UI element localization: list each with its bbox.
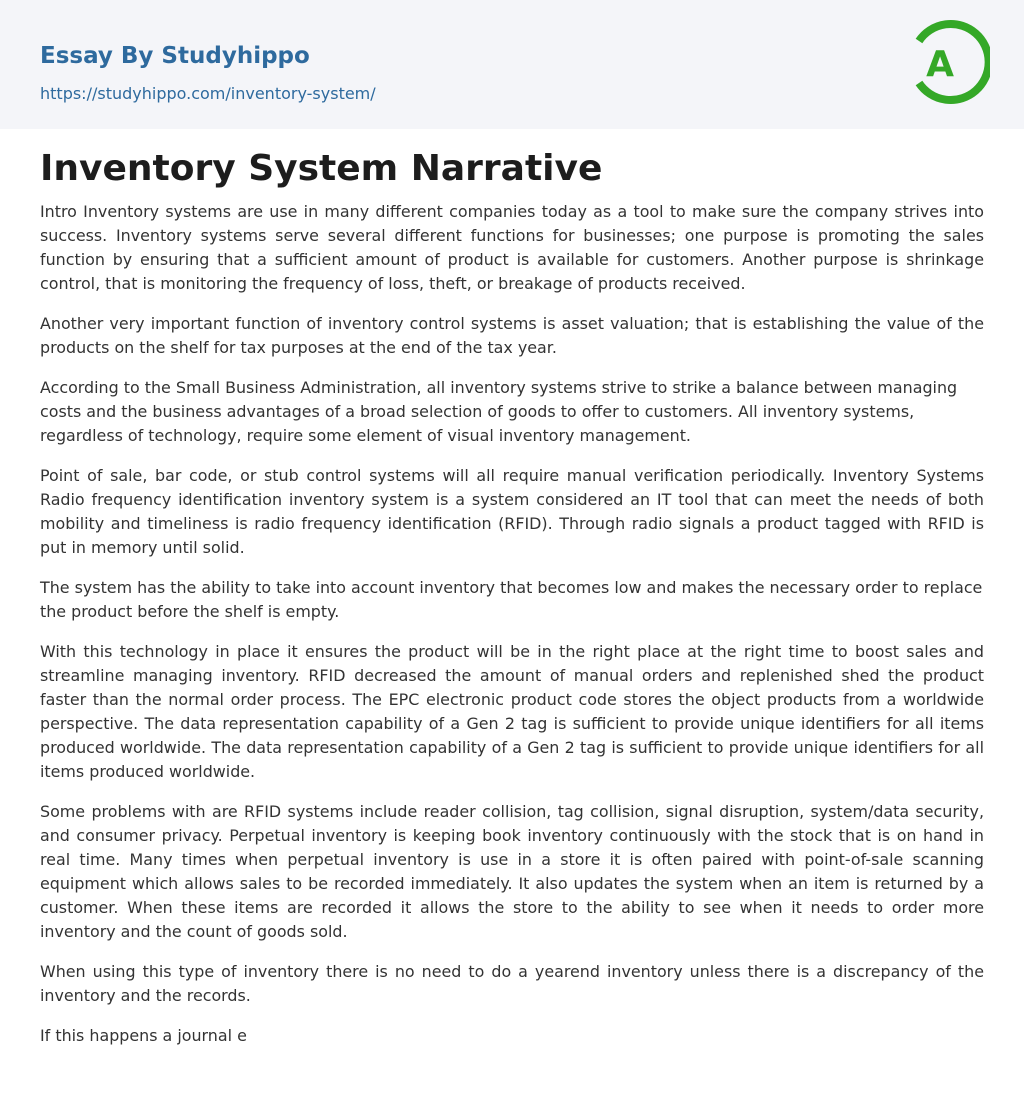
paragraph: Point of sale, bar code, or stub control systems will all require manual verification periodically. Inventory Systems Radio frequency identification inventory system is a system considered an IT tool that can meet the needs of both mobility and timeliness is radio frequency identification (RFID). Through radio signals a product tagged with RFID is put in memory until solid.: [40, 466, 984, 557]
logo-ring-icon: [910, 17, 990, 107]
site-brand[interactable]: Essay By Studyhippo: [40, 43, 310, 69]
source-url-link[interactable]: https://studyhippo.com/inventory-system/: [40, 84, 376, 103]
paragraph: The system has the ability to take into account inventory that becomes low and makes the necessary order to replace the product before the shelf is empty.: [40, 578, 983, 621]
page-title: Inventory System Narrative: [40, 148, 603, 189]
article-body: [40, 200, 984, 1064]
paragraph: Some problems with are RFID systems include reader collision, tag collision, signal disruption, system/data security, and consumer privacy. Perpetual inventory is keeping book inventory continuously with the stock that is on hand in real time. Many times when perpetual inventory is use in a store it is often paired with point-of-sale scanning equipment which allows sales to be recorded immediately. It also updates the system when an item is returned by a customer. When these items are recorded it allows the store to the ability to see when it needs to order more inventory and the count of goods sold.: [40, 802, 984, 941]
paragraph: When using this type of inventory there is no need to do a yearend inventory unless there is a discrepancy of the inventory and the records.: [40, 962, 984, 1005]
paragraph: With this technology in place it ensures the product will be in the right place at the right time to boost sales and streamline managing inventory. RFID decreased the amount of manual orders and replenished shed the product faster than the normal order process. The EPC electronic product code stores the object products from a worldwide perspective. The data representation capability of a Gen 2 tag is sufficient to provide unique identifiers for all items produced worldwide. The data representation capability of a Gen 2 tag is sufficient to provide unique identifiers for all items produced worldwide.: [40, 642, 984, 781]
studyhippo-logo[interactable]: [910, 17, 990, 107]
paragraph: Intro Inventory systems are use in many different companies today as a tool to make sure the company strives into success. Inventory systems serve several different functions for businesses; one purpose is promoting the sales function by ensuring that a sufficient amount of product is available for customers. Another purpose is shrinkage control, that is monitoring the frequency of loss, theft, or breakage of products received.: [40, 202, 984, 293]
paragraph: Another very important function of inventory control systems is asset valuation; that is establishing the value of the products on the shelf for tax purposes at the end of the tax year.: [40, 314, 984, 357]
logo-letter: A: [926, 44, 954, 85]
paragraph: If this happens a journal e: [40, 1026, 247, 1045]
paragraph: According to the Small Business Administration, all inventory systems strive to strike a balance between managing costs and the business advantages of a broad selection of goods to offer to customers. All inventory systems, regardless of technology, require some element of visual inventory management.: [40, 378, 958, 445]
